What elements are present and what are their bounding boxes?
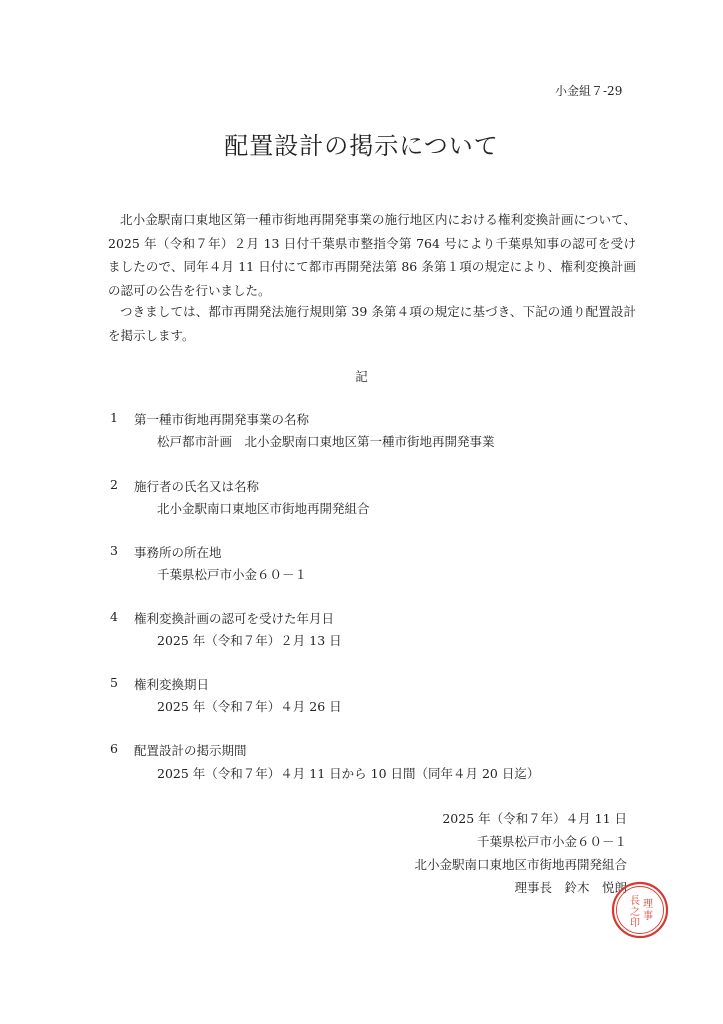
svg-text:長: 長 — [630, 896, 640, 907]
signature-organization: 北小金駅南口東地区市街地再開発組合 — [414, 857, 627, 872]
item-number: 4 — [110, 609, 118, 624]
svg-text:印: 印 — [630, 918, 640, 929]
signature-person: 理事長 鈴木 悦朗 — [514, 880, 627, 895]
page-title: 配置設計の掲示について — [224, 132, 499, 160]
svg-text:事: 事 — [643, 911, 653, 922]
signature-date: 2025 年（令和７年）４月 11 日 — [442, 811, 627, 826]
item-number: 2 — [110, 477, 118, 492]
item-heading: 事務所の所在地 — [134, 545, 222, 560]
item-value: 2025 年（令和７年）４月 26 日 — [157, 699, 342, 714]
document-reference-number: 小金組７-29 — [555, 84, 623, 98]
item-heading: 施行者の氏名又は名称 — [134, 479, 260, 494]
item-value: 松戸都市計画 北小金駅南口東地区第一種市街地再開発事業 — [157, 434, 495, 449]
item-value: 千葉県松戸市小金６０－１ — [157, 567, 308, 582]
svg-text:理: 理 — [643, 899, 653, 910]
item-heading: 配置設計の掲示期間 — [134, 743, 247, 758]
item-number: 6 — [110, 741, 118, 756]
item-value: 2025 年（令和７年）２月 13 日 — [157, 633, 342, 648]
item-heading: 権利変換計画の認可を受けた年月日 — [134, 611, 335, 626]
item-number: 1 — [110, 410, 118, 425]
item-number: 3 — [110, 543, 118, 558]
signature-address: 千葉県松戸市小金６０－１ — [476, 834, 627, 849]
official-seal — [610, 880, 670, 940]
item-value: 2025 年（令和７年）４月 11 日から 10 日間（同年４月 20 日迄） — [157, 766, 540, 781]
item-value: 北小金駅南口東地区市街地再開発組合 — [157, 501, 370, 516]
item-heading: 第一種市街地再開発事業の名称 — [134, 412, 310, 427]
ki-marker: 記 — [355, 369, 368, 384]
intro-paragraph: 北小金駅南口東地区第一種市街地再開発事業の施行地区内における権利変換計画について、2025 年（令和７年）２月 13 日付千葉県市整指令第 764 号により千葉県知事の認可を受けましたので、同年４月 11 日付にて都市再開発法第 86 条第１項の規定により、権利変換計画の認可の公告を行いました。 — [108, 212, 636, 298]
svg-text:之: 之 — [630, 907, 640, 918]
notice-paragraph: つきましては、都市再開発法施行規則第 39 条第４項の規定に基づき、下記の通り配置設計を掲示します。 — [108, 304, 636, 343]
item-number: 5 — [110, 675, 118, 690]
item-heading: 権利変換期日 — [134, 677, 210, 692]
